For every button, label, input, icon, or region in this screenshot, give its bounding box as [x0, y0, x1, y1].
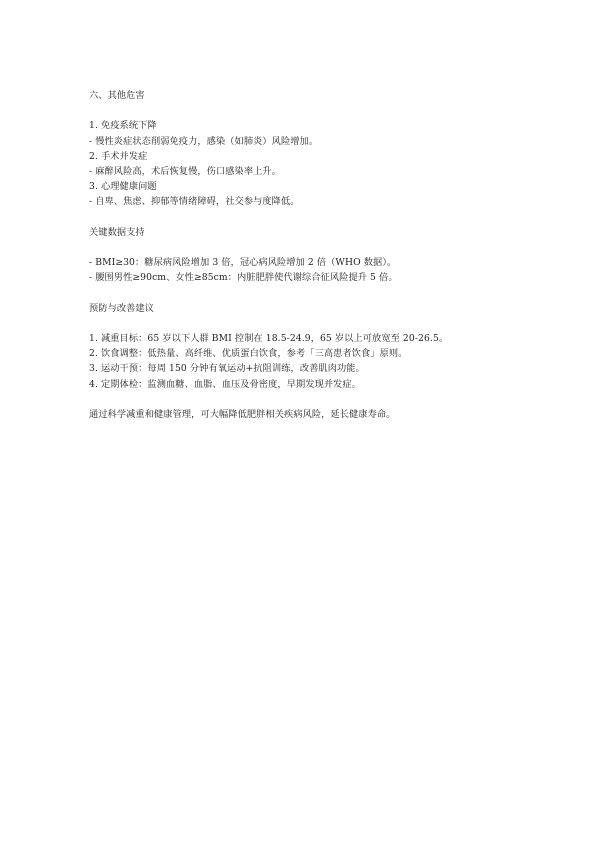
document-content — [89, 88, 519, 422]
section-title-other-harms: 六、其他危害 — [89, 90, 145, 101]
list-item: - BMI≥30：糖尿病风险增加 3 倍，冠心病风险增加 2 倍（WHO 数据）。 — [89, 257, 397, 269]
list-item: 3. 运动干预：每周 150 分钟有氧运动+抗阻训练，改善肌肉功能。 — [89, 363, 365, 375]
list-item: 4. 定期体检：监测血糖、血脂、血压及骨密度，早期发现并发症。 — [89, 378, 362, 390]
list-item: - 慢性炎症状态削弱免疫力，感染（如肺炎）风险增加。 — [89, 135, 319, 147]
list-item: 1. 减重目标：65 岁以下人群 BMI 控制在 18.5-24.9，65 岁以上可放宽至 20-26.5。 — [89, 333, 449, 344]
section-title-prevention: 预防与改善建议 — [89, 302, 155, 314]
list-item: 1. 免疫系统下降 — [89, 120, 157, 132]
list-item: - 自卑、焦虑、抑郁等情绪障碍，社交参与度降低。 — [89, 196, 300, 208]
spacer — [89, 103, 519, 118]
spacer — [89, 392, 519, 407]
list-item: 2. 饮食调整：低热量、高纤维、优质蛋白饮食，参考「三高患者饮食」原则。 — [89, 348, 408, 360]
section-title-key-data: 关键数据支持 — [89, 226, 145, 238]
spacer — [89, 210, 519, 225]
list-item: 2. 手术并发症 — [89, 150, 148, 162]
spacer — [89, 316, 519, 331]
list-item: - 腰围男性≥90cm、女性≥85cm：内脏肥胖使代谢综合征风险提升 5 倍。 — [89, 272, 398, 284]
spacer — [89, 285, 519, 300]
conclusion-text: 通过科学减重和健康管理，可大幅降低肥胖相关疾病风险，延长健康寿命。 — [89, 408, 396, 420]
list-item: - 麻醉风险高，术后恢复慢，伤口感染率上升。 — [89, 165, 281, 177]
list-item: 3. 心理健康问题 — [89, 181, 157, 193]
spacer — [89, 240, 519, 255]
